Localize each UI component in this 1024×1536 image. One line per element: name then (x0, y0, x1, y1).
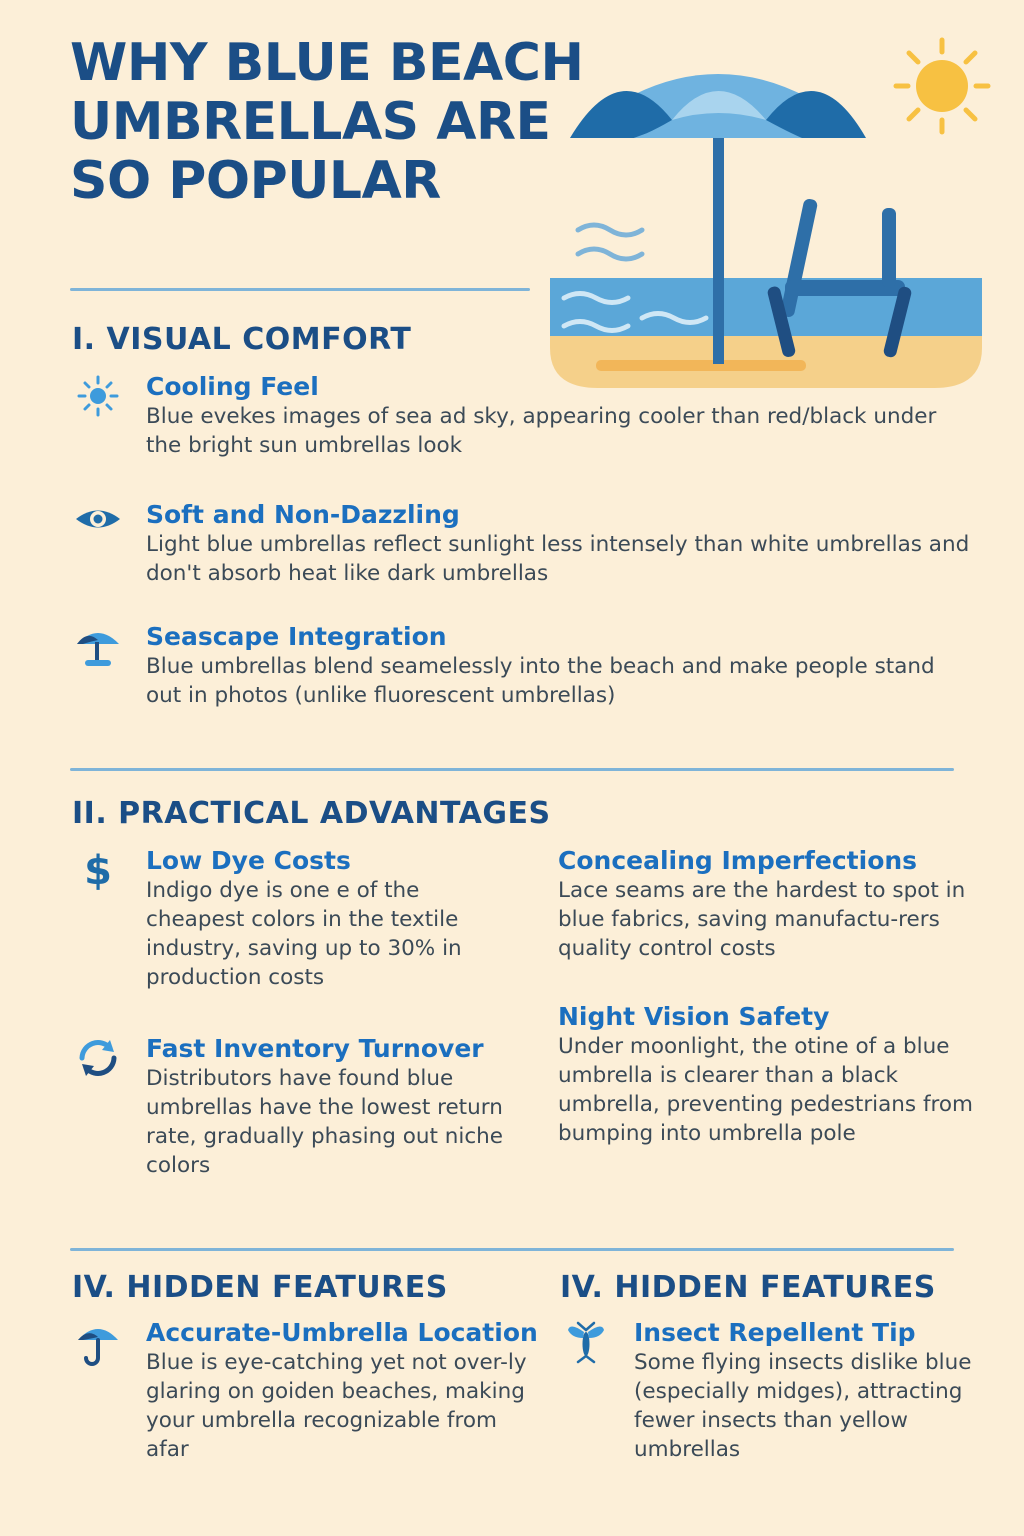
item-accurate-umbrella-location (70, 1318, 540, 1464)
svg-text:$: $ (84, 848, 112, 894)
item-body: Distributors have found blue umbrellas have the lowest return rate, gradually phasing out niche colors (146, 1066, 504, 1178)
umbrella-icon (70, 1320, 126, 1364)
item-low-dye-costs (70, 846, 500, 992)
item-concealing-imperfections (558, 846, 978, 963)
title-line-1: WHY BLUE BEACH (70, 33, 584, 93)
sun-icon (70, 374, 126, 418)
item-title: Fast Inventory Turnover (146, 1034, 484, 1063)
item-seascape-integration (70, 622, 970, 710)
item-title: Low Dye Costs (146, 846, 351, 875)
title-line-2: UMBRELLAS ARE (70, 92, 551, 152)
beach-umbrella-scene-illustration (530, 18, 1000, 388)
item-title: Night Vision Safety (558, 1002, 830, 1031)
divider-3 (70, 1248, 954, 1251)
item-body: Under moonlight, the otine of a blue umbrella is clearer than a black umbrella, preventing pedestrians from bumping into umbrella pole (558, 1034, 973, 1146)
divider-2 (70, 768, 954, 771)
item-body: Blue is eye-catching yet not over-ly glaring on goiden beaches, making your umbrella recognizable from afar (146, 1350, 527, 1462)
beach-umbrella-icon (70, 624, 126, 668)
item-body: Lace seams are the hardest to spot in blue fabrics, saving manufactu-rers quality control costs (558, 878, 966, 961)
sun-icon (896, 40, 988, 132)
refresh-arrows-icon (70, 1036, 126, 1080)
item-title: Concealing Imperfections (558, 846, 918, 875)
item-body: Indigo dye is one e of the cheapest colors in the textile industry, saving up to 30% in production costs (146, 878, 462, 990)
item-night-vision-safety (558, 1002, 983, 1148)
item-title: Accurate-Umbrella Location (146, 1318, 538, 1347)
section-heading-visual-comfort: I. VISUAL COMFORT (72, 322, 412, 357)
item-body: Light blue umbrellas reflect sunlight less intensely than white umbrellas and don't absorb heat like dark umbrellas (146, 532, 970, 586)
section-heading-hidden-features-left: IV. HIDDEN FEATURES (72, 1270, 448, 1305)
title-line-3: SO POPULAR (70, 151, 441, 211)
section-heading-practical-advantages: II. PRACTICAL ADVANTAGES (72, 796, 551, 831)
item-insect-repellent-tip (558, 1318, 978, 1464)
item-title: Cooling Feel (146, 372, 319, 401)
item-title: Insect Repellent Tip (634, 1318, 916, 1347)
item-body: Blue umbrellas blend seamelessly into the beach and make people stand out in photos (unlike fluorescent umbrellas) (146, 654, 935, 708)
item-title: Soft and Non-Dazzling (146, 500, 460, 529)
section-heading-hidden-features-right: IV. HIDDEN FEATURES (560, 1270, 936, 1305)
divider-1 (70, 288, 530, 291)
item-soft-and-non-dazzling (70, 500, 980, 588)
item-body: Some flying insects dislike blue (especially midges), attracting fewer insects than yellow umbrellas (634, 1350, 972, 1462)
item-body: Blue evekes images of sea ad sky, appearing cooler than red/black under the bright sun umbrellas look (146, 404, 937, 458)
mosquito-icon (558, 1320, 614, 1364)
item-cooling-feel (70, 372, 970, 460)
item-fast-inventory-turnover (70, 1034, 510, 1180)
item-title: Seascape Integration (146, 622, 447, 651)
dollar-icon (70, 848, 126, 892)
eye-icon (70, 502, 126, 546)
